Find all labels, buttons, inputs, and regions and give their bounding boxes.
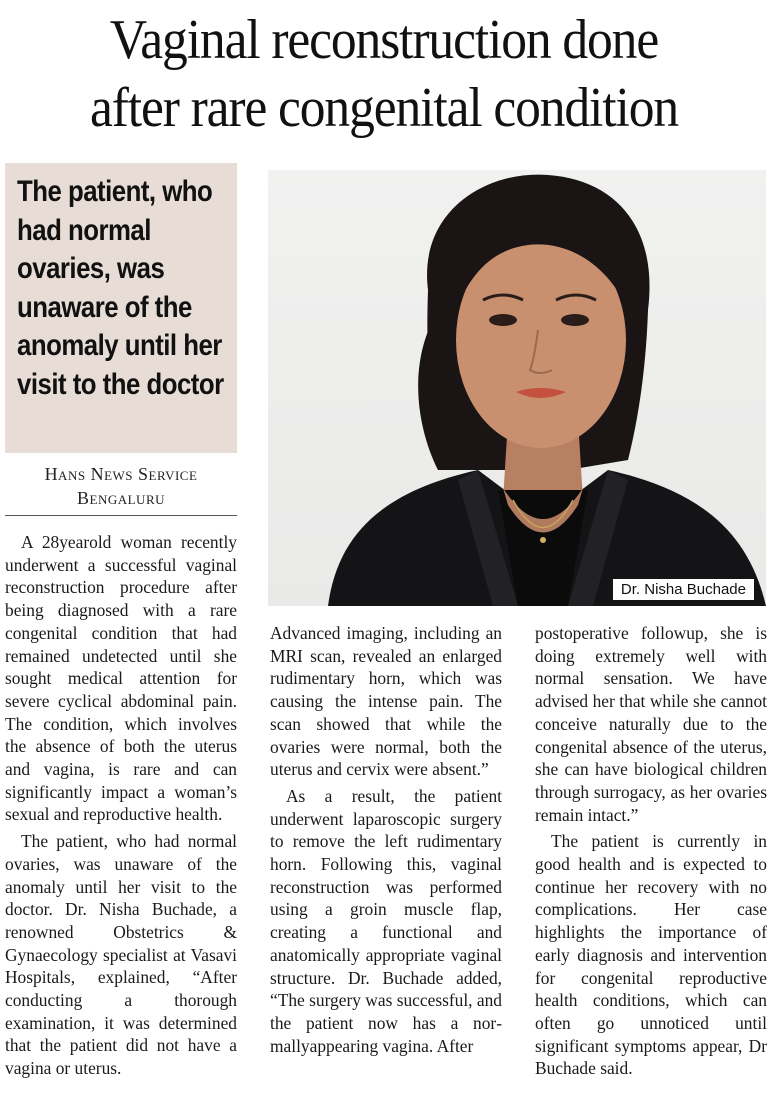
- pull-quote-text: The patient, who had normal ovaries, was unaware of the anomaly until her visit to the doctor: [17, 175, 224, 401]
- article-paragraph: Advanced imaging, including an MRI scan, revealed an enlarged rudimentary horn, which was causing the intense pain. The scan showed that while the ovaries were normal, both the uterus and cervix were absent.”: [270, 623, 502, 780]
- byline: [5, 462, 237, 510]
- photo-caption: Dr. Nisha Buchade: [613, 579, 754, 600]
- article-column-1: [5, 531, 237, 1098]
- article-paragraph: The patient, who had normal ovaries, was unaware of the anomaly until her visit to the doctor. Dr. Nisha Buchade, a renowned Obstetrics & Gynaecology specialist at Vasavi Hospitals, explained, “After conducting a thorough examination, it was determined that the patient did not have a vagina or uterus.: [5, 831, 237, 1079]
- article-column-3: [535, 622, 767, 1098]
- article-paragraph: As a result, the patient underwent laparoscopic surgery to remove the left rudimentary horn. Following this, vaginal reconstruction was performed using a groin muscle flap, creating a functional and anatomically appropriate vaginal structure. Dr. Buchade added, “The surgery was successful, and the patient now has a normallyappearing vagina. After: [270, 785, 502, 1056]
- headline-line-1: Vaginal reconstruction done: [109, 9, 659, 71]
- headline: [31, 0, 738, 158]
- portrait-illustration: [268, 170, 766, 606]
- article-paragraph: A 28yearold woman recently underwent a successful vaginal reconstruction procedure after being diagnosed with a rare congenital condition that had remained undetected until she sought medical attention for severe cyclical abdominal pain. The condition, which involves the absence of both the uterus and vagina, is rare and can significantly impact a woman’s sexual and reproductive health.: [5, 532, 237, 825]
- byline-divider: [5, 515, 237, 516]
- byline-service: Hans News Service: [44, 464, 198, 484]
- article-paragraph: The patient is currently in good health and is expected to continue her recovery with no complications. Her case highlights the importance of early diagnosis and intervention for congenital reproductive health conditions, which can often go unnoticed until significant symptoms appear, Dr Buchade said.: [535, 831, 767, 1079]
- portrait-photo: [268, 170, 766, 606]
- pull-quote-box: [5, 163, 237, 453]
- article-column-2: [270, 622, 502, 1098]
- article-paragraph: postoperative followup, she is doing extremely well with normal sensation. We have advised her that while she cannot conceive naturally due to the congenital absence of the uterus, she can have biological children through surrogacy, as her ovaries remain intact.”: [535, 623, 767, 825]
- headline-line-2: after rare congenital condition: [89, 77, 679, 139]
- byline-place: Bengaluru: [77, 488, 165, 508]
